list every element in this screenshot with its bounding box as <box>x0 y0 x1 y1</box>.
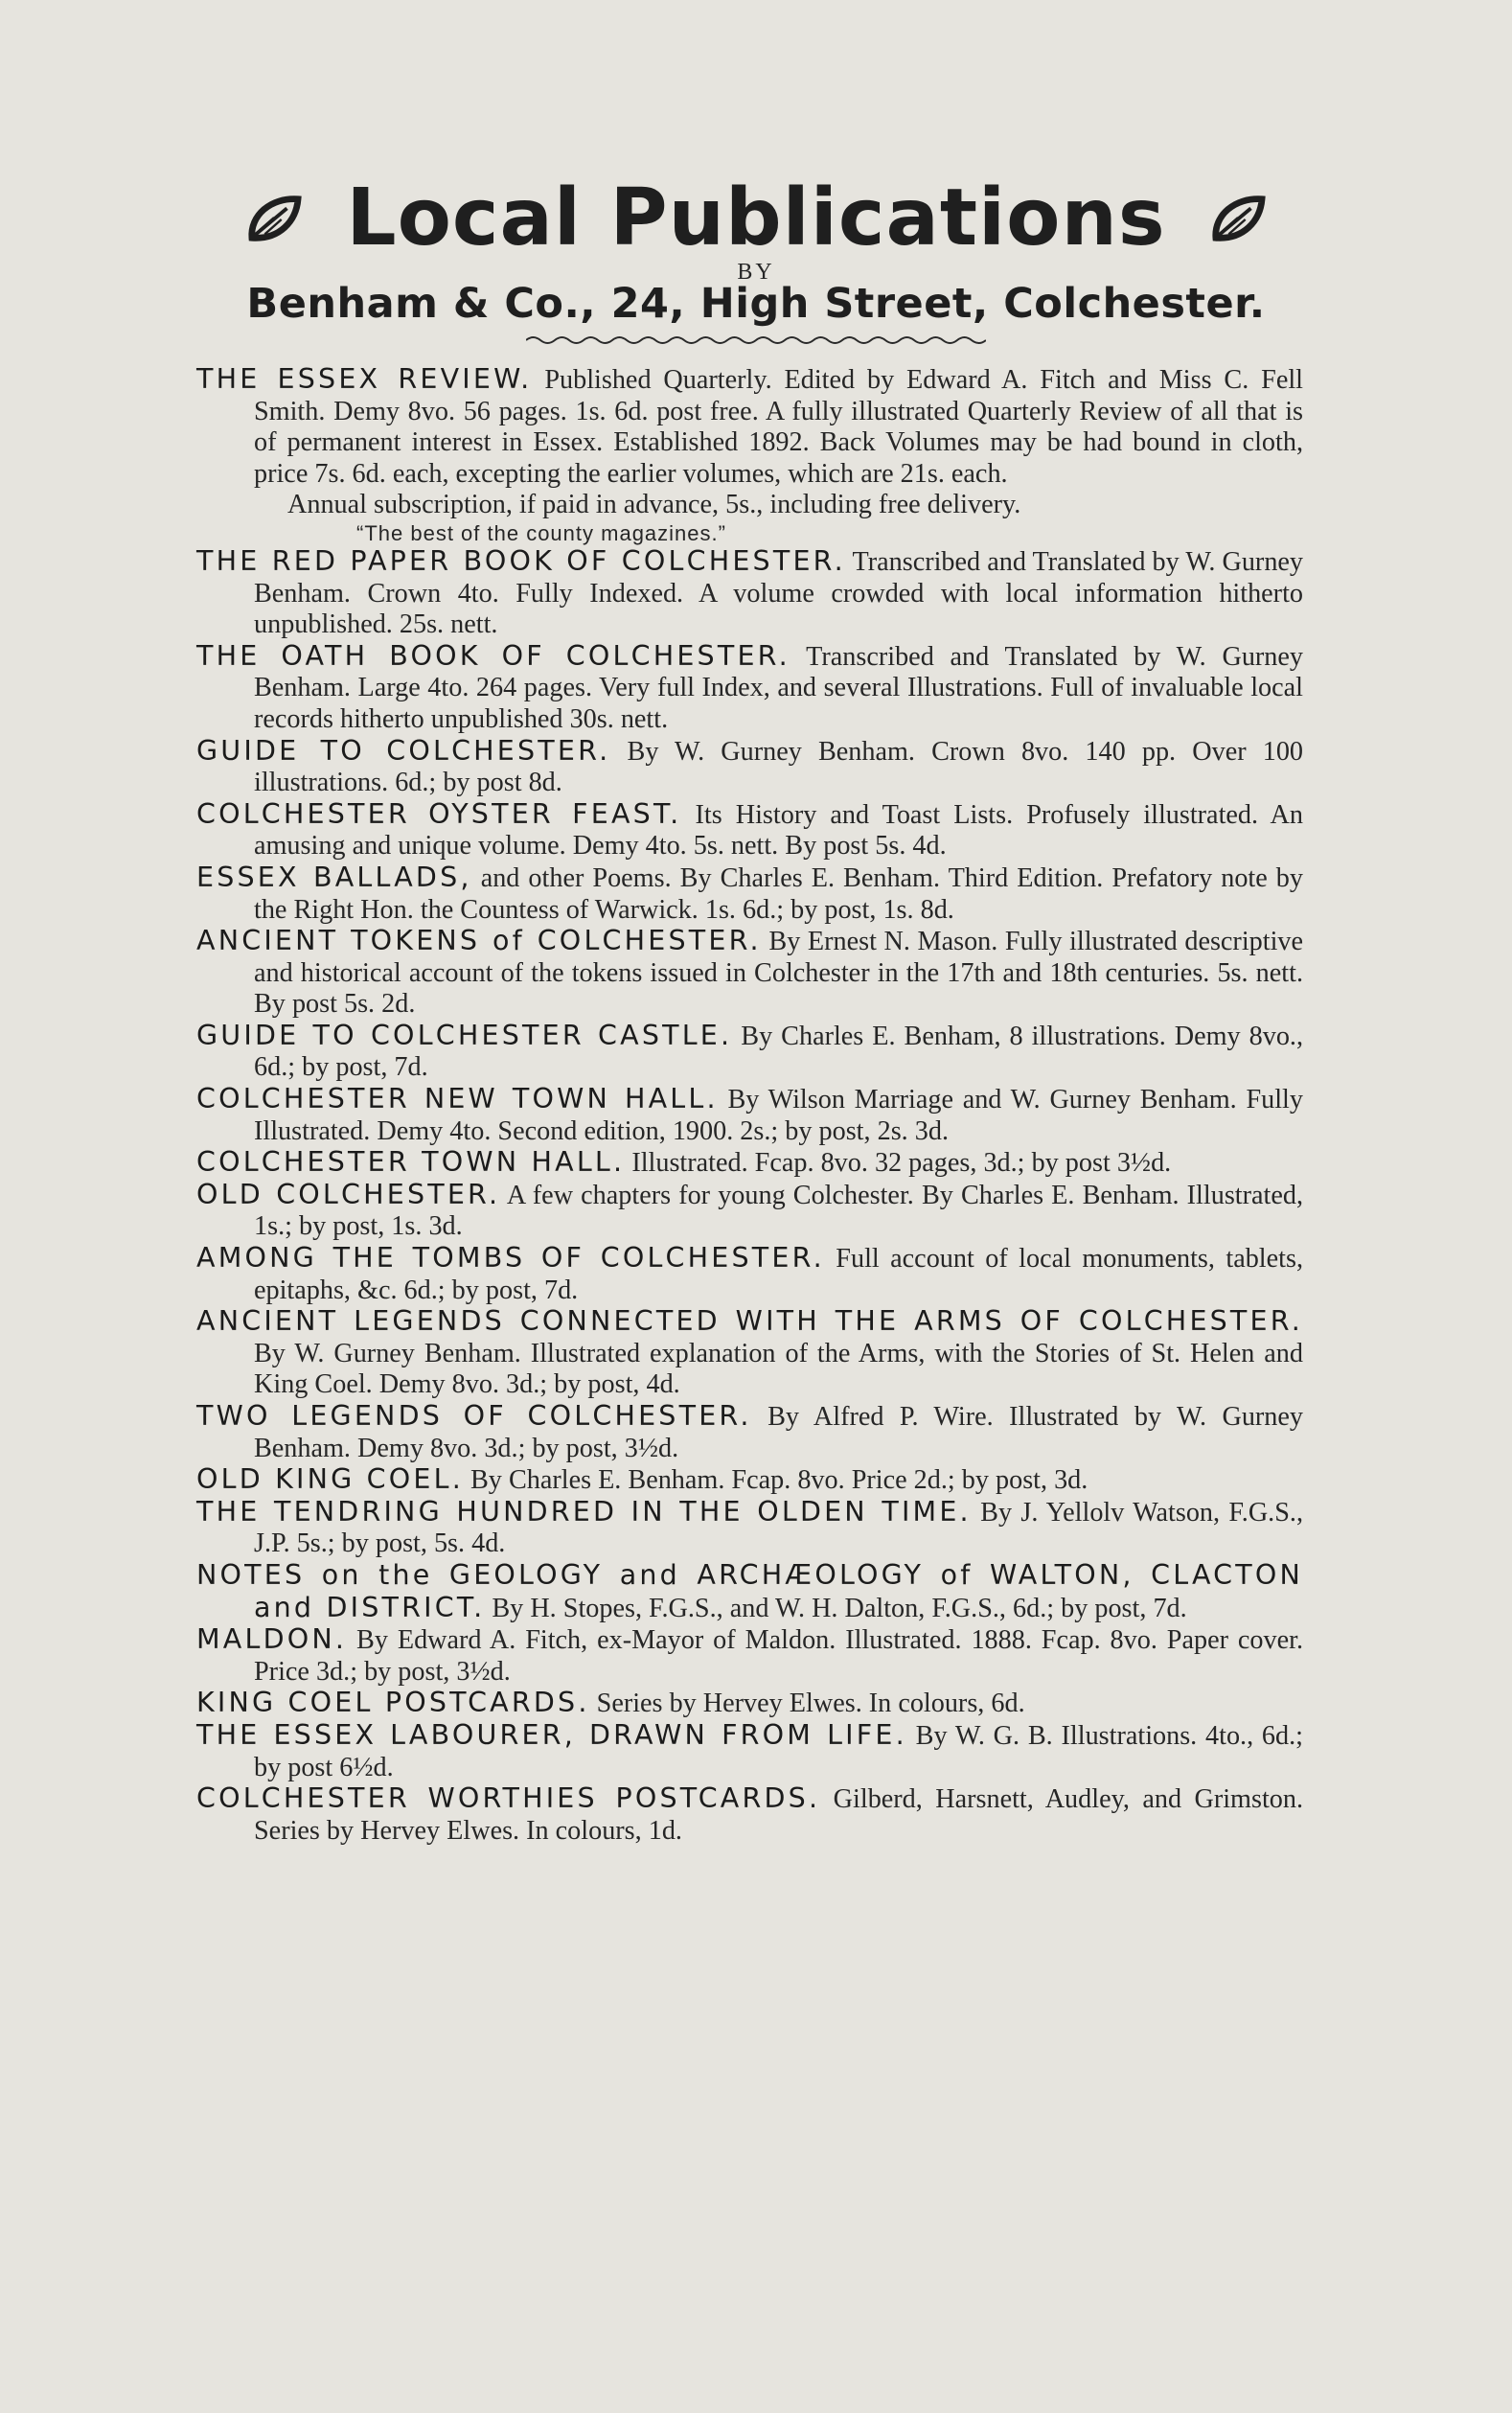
list-item <box>196 1147 1303 1180</box>
list-item <box>196 641 1303 736</box>
entry-text: By J. Yellolv Watson, F.G.S., J.P. 5s.; by post, 5s. 4d. <box>254 1497 1303 1559</box>
entry-title: OLD KING COEL. <box>196 1463 464 1496</box>
page-title: Local Publications <box>346 172 1166 264</box>
entry-title: ANCIENT TOKENS of COLCHESTER. <box>196 925 762 957</box>
entry-text: By W. Gurney Benham. Illustrated explanation of the Arms, with the Stories of St. Helen and King Coel. Demy 8vo. 3d.; by post, 4d. <box>254 1338 1303 1400</box>
entry-text: Its History and Toast Lists. Profusely illustrated. An amusing and unique volume. Demy 4to. 5s. nett. By post 5s. 4d. <box>254 799 1303 862</box>
entry-title: GUIDE TO COLCHESTER CASTLE. <box>196 1019 733 1051</box>
entry-title: THE RED PAPER BOOK OF COLCHESTER. <box>196 544 846 577</box>
entry-title: COLCHESTER TOWN HALL. <box>196 1146 626 1179</box>
list-item <box>196 1497 1303 1560</box>
list-item <box>196 736 1303 799</box>
title-row <box>0 172 1512 264</box>
leaf-ornament-icon <box>246 194 302 243</box>
leaf-ornament-icon <box>1210 194 1266 243</box>
entry-title: OLD COLCHESTER. <box>196 1178 501 1210</box>
entry-text: By W. G. B. Illustrations. 4to., 6d.; by post 6½d. <box>254 1720 1303 1782</box>
list-item <box>196 1084 1303 1147</box>
entry-title: AMONG THE TOMBS OF COLCHESTER. <box>196 1242 825 1275</box>
list-item <box>196 364 1303 546</box>
entry-title: COLCHESTER OYSTER FEAST. <box>196 797 682 830</box>
by-label: BY <box>737 260 775 285</box>
entry-title: TWO LEGENDS OF COLCHESTER. <box>196 1400 752 1432</box>
list-item <box>196 1783 1303 1847</box>
publisher-line: Benham & Co., 24, High Street, Colchester. <box>246 280 1266 328</box>
entry-text: By Charles E. Benham, 8 illustrations. Demy 8vo., 6d.; by post, 7d. <box>254 1021 1304 1083</box>
entry-text: Series by Hervey Elwes. In colours, 6d. <box>596 1689 1025 1719</box>
list-item <box>196 862 1303 926</box>
entry-text: By Edward A. Fitch, ex-Mayor of Maldon. Illustrated. 1888. Fcap. 8vo. Paper cover. Price 3d.; by post, 3½d. <box>254 1625 1303 1687</box>
entry-title: THE OATH BOOK OF COLCHESTER. <box>196 639 790 672</box>
entry-title: THE ESSEX REVIEW. <box>196 363 533 395</box>
entry-quote: “The best of the county magazines.” <box>356 520 726 545</box>
list-item <box>196 799 1303 862</box>
wavy-divider <box>526 333 986 347</box>
list-item <box>196 1560 1303 1624</box>
entry-title: MALDON. <box>196 1623 348 1656</box>
list-item <box>196 1243 1303 1306</box>
entry-text: Transcribed and Translated by W. Gurney Benham. Crown 4to. Fully Indexed. A volume crowded with local information hitherto unpublished. 25s. nett. <box>254 546 1304 640</box>
publication-list <box>196 364 1303 1847</box>
entry-title: THE TENDRING HUNDRED IN THE OLDEN TIME. <box>196 1495 972 1528</box>
list-item <box>196 1021 1303 1084</box>
entry-text: By Alfred P. Wire. Illustrated by W. Gurney Benham. Demy 8vo. 3d.; by post, 3½d. <box>254 1402 1303 1463</box>
entry-title: THE ESSEX LABOURER, DRAWN FROM LIFE. <box>196 1718 907 1751</box>
entry-text: and other Poems. By Charles E. Benham. Third Edition. Prefatory note by the Right Hon. the Countess of Warwick. 1s. 6d.; by post, 1s. 8d. <box>254 862 1303 925</box>
entry-text: Transcribed and Translated by W. Gurney Benham. Large 4to. 264 pages. Very full Index, and several Illustrations. Full of invaluable local records hitherto unpublished 30s. nett. <box>254 641 1303 734</box>
entry-title: ESSEX BALLADS, <box>196 861 472 893</box>
entry-title: COLCHESTER NEW TOWN HALL. <box>196 1083 719 1115</box>
list-item <box>196 1401 1303 1464</box>
entry-text: By W. Gurney Benham. Crown 8vo. 140 pp. Over 100 illustrations. 6d.; by post 8d. <box>254 736 1304 798</box>
list-item <box>196 1624 1303 1688</box>
entry-note: Annual subscription, if paid in advance, 5s., including free delivery. <box>287 490 1021 520</box>
entry-title: GUIDE TO COLCHESTER. <box>196 734 611 767</box>
list-item <box>196 546 1303 641</box>
entry-title: COLCHESTER WORTHIES POSTCARDS. <box>196 1782 821 1815</box>
header <box>0 172 1512 347</box>
list-item <box>196 1180 1303 1243</box>
entry-title: KING COEL POSTCARDS. <box>196 1687 590 1719</box>
entry-text: Full account of local monuments, tablets, epitaphs, &c. 6d.; by post, 7d. <box>254 1244 1304 1305</box>
entry-text: By Wilson Marriage and W. Gurney Benham. Fully Illustrated. Demy 4to. Second edition, 1900. 2s.; by post, 2s. 3d. <box>254 1085 1303 1146</box>
list-item <box>196 926 1303 1021</box>
entry-title: NOTES on the GEOLOGY and ARCHÆOLOGY of WALTON, CLACTON and DISTRICT. <box>196 1558 1303 1623</box>
list-item <box>196 1464 1303 1497</box>
list-item <box>196 1720 1303 1783</box>
entry-text: By H. Stopes, F.G.S., and W. H. Dalton, F.G.S., 6d.; by post, 7d. <box>492 1593 1187 1623</box>
entry-text: Gilberd, Harsnett, Audley, and Grimston. Series by Hervey Elwes. In colours, 1d. <box>254 1784 1304 1846</box>
entry-text: By Ernest N. Mason. Fully illustrated descriptive and historical account of the tokens issued in Colchester in the 17th and 18th centuries. 5s. nett. By post 5s. 2d. <box>254 927 1304 1020</box>
entry-title: ANCIENT LEGENDS CONNECTED WITH THE ARMS OF COLCHESTER. <box>196 1305 1303 1338</box>
list-item <box>196 1306 1303 1401</box>
entry-text: Illustrated. Fcap. 8vo. 32 pages, 3d.; by post 3½d. <box>631 1148 1172 1179</box>
list-item <box>196 1688 1303 1720</box>
entry-text: A few chapters for young Colchester. By Charles E. Benham. Illustrated, 1s.; by post, 1s. 3d. <box>254 1180 1303 1242</box>
entry-text: Published Quarterly. Edited by Edward A. Fitch and Miss C. Fell Smith. Demy 8vo. 56 pages. 1s. 6d. post free. A fully illustrated Quarterly Review of all that is of permanent interest in Essex. Established 1892. Back Volumes may be had bound in cloth, price 7s. 6d. each, excepting the earlier volumes, which are 21s. each. <box>254 365 1304 489</box>
entry-text: By Charles E. Benham. Fcap. 8vo. Price 2d.; by post, 3d. <box>470 1465 1088 1496</box>
